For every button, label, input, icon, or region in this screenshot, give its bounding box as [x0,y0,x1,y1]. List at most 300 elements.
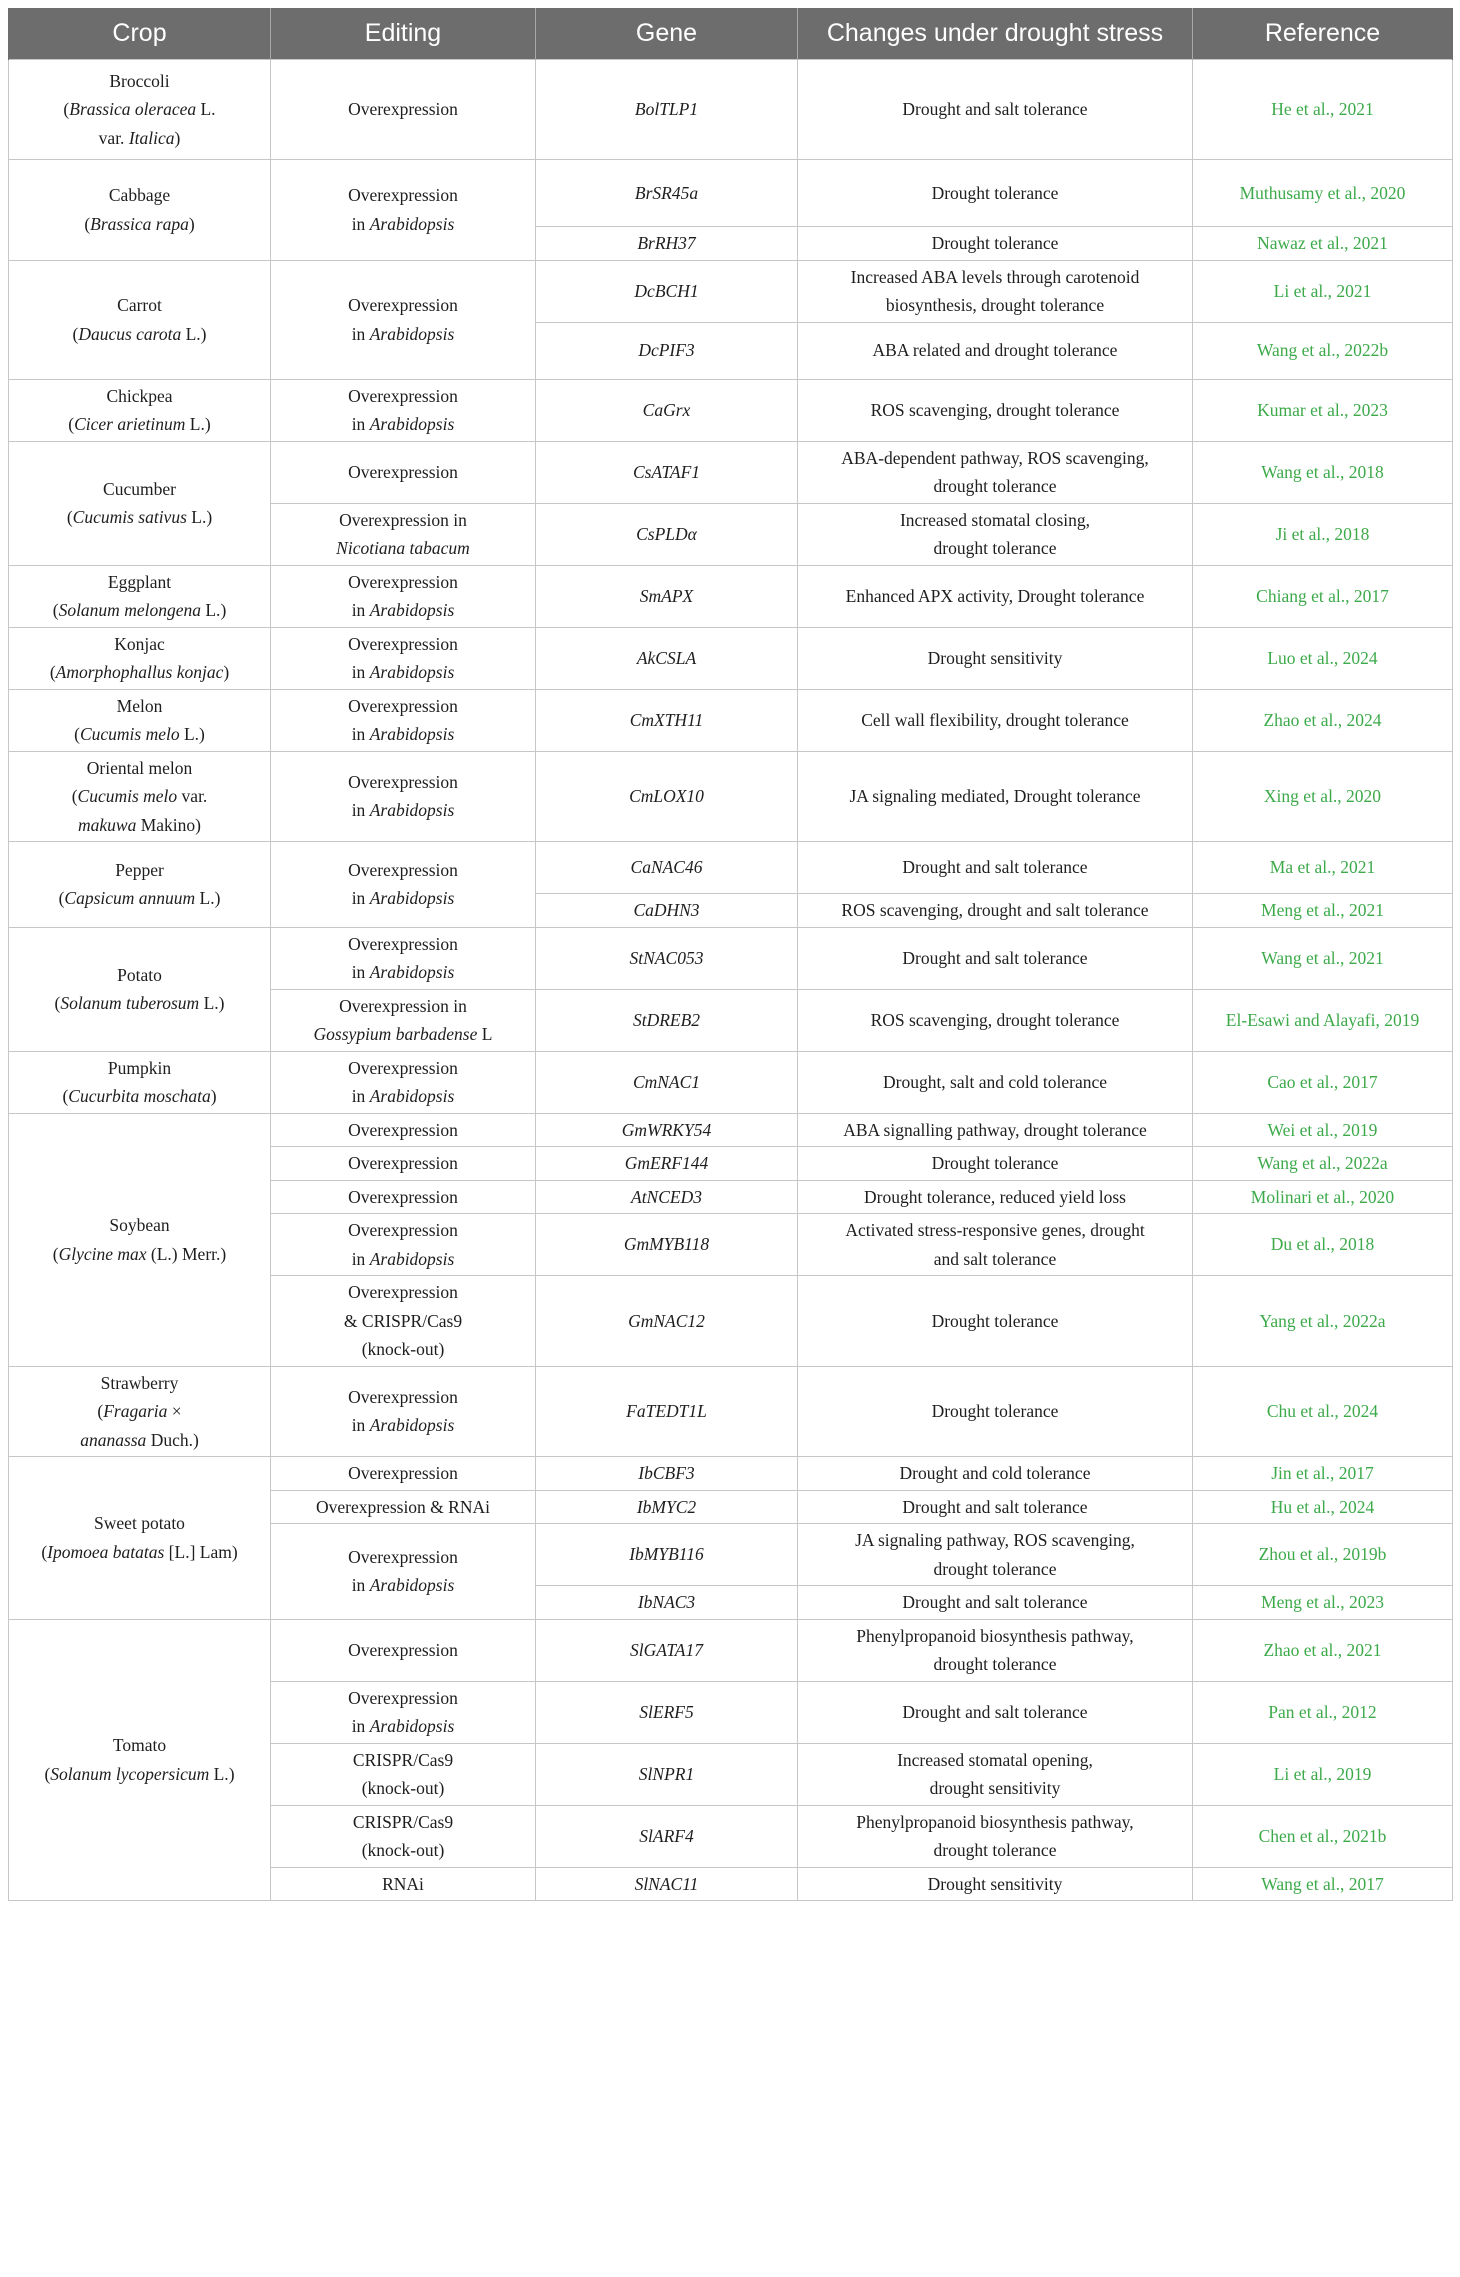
reference-link[interactable]: Li et al., 2019 [1193,1743,1453,1805]
crop-scientific-name: (Cicer arietinum L.) [68,414,211,434]
sci-part: L. [200,99,216,120]
reference-link[interactable]: El-Esawi and Alayafi, 2019 [1193,989,1453,1051]
reference-link[interactable]: Jin et al., 2017 [1193,1457,1453,1491]
crop-name: Carrot [117,295,162,315]
text-part: Drought sensitivity [927,1873,1063,1894]
gene-cell: DcPIF3 [536,322,798,379]
changes-cell [798,842,1193,894]
table-row [9,565,1453,627]
changes-cell [798,379,1193,441]
table-row [9,927,1453,989]
reference-link[interactable]: Zhao et al., 2021 [1193,1619,1453,1681]
crop-cell [9,627,271,689]
crop-name: Melon [116,695,163,716]
crop-name: Konjac [114,633,165,654]
text-part: Arabidopsis [369,1716,455,1736]
sci-part: Capsicum annuum [64,888,196,909]
changes-cell [798,1524,1193,1586]
editing-cell [271,441,536,503]
gene-cell: IbMYC2 [536,1490,798,1524]
crop-name: Cucumber [103,478,176,499]
reference-link[interactable]: Meng et al., 2023 [1193,1586,1453,1620]
changes-cell [798,627,1193,689]
text-part: ROS scavenging, drought tolerance [870,1009,1120,1030]
editing-cell [271,260,536,379]
crop-scientific-name: (Amorphophallus konjac) [49,662,230,682]
reference-link[interactable]: He et al., 2021 [1193,60,1453,160]
text-part: in [351,662,366,682]
crop-scientific-name: (Cucumis melo L.) [74,724,205,744]
text-part: in [351,888,366,909]
text-part: Overexpression [348,385,458,406]
gene-cell: GmWRKY54 [536,1113,798,1147]
text-part: Overexpression [348,1119,458,1140]
reference-link[interactable]: Ji et al., 2018 [1193,503,1453,565]
text-part: Overexpression [348,1687,458,1708]
reference-link[interactable]: Wang et al., 2017 [1193,1867,1453,1901]
reference-link[interactable]: Pan et al., 2012 [1193,1681,1453,1743]
header-reference[interactable]: Reference [1193,8,1453,60]
text-part: Arabidopsis [369,1415,455,1436]
text-part: ABA-dependent pathway, ROS scavenging, [841,447,1149,468]
crop-scientific-name: (Ipomoea batatas [L.] Lam) [41,1541,238,1562]
changes-cell [798,441,1193,503]
sci-part: Cucumis melo [79,724,180,744]
header-crop[interactable]: Crop [9,8,271,60]
crop-name: Chickpea [106,385,173,406]
gene-cell: CmLOX10 [536,751,798,842]
reference-link[interactable]: Zhao et al., 2024 [1193,689,1453,751]
editing-cell [271,1681,536,1743]
sci-part: Daucus carota [78,323,182,344]
crop-scientific-name: (Capsicum annuum L.) [58,888,221,909]
editing-cell [271,989,536,1051]
sci-part: Brassica oleracea [69,99,197,120]
sci-part: Duch. [150,1429,193,1450]
changes-cell [798,1743,1193,1805]
table-row [9,1619,1453,1681]
changes-cell [798,1113,1193,1147]
text-part: Arabidopsis [369,800,455,821]
gene-cell: SlARF4 [536,1805,798,1867]
reference-link[interactable]: Cao et al., 2017 [1193,1051,1453,1113]
reference-link[interactable]: Li et al., 2021 [1193,260,1453,322]
reference-link[interactable]: Wang et al., 2022a [1193,1147,1453,1181]
text-part: Arabidopsis [369,414,455,434]
editing-cell [271,627,536,689]
reference-link[interactable]: Hu et al., 2024 [1193,1490,1453,1524]
reference-link[interactable]: Wang et al., 2022b [1193,322,1453,379]
sci-part: makuwa [78,814,137,835]
text-part: Drought tolerance, reduced yield loss [864,1186,1126,1207]
text-part: Overexpression in [339,995,467,1016]
sci-part: var. [98,127,125,148]
changes-cell [798,989,1193,1051]
editing-cell [271,751,536,842]
table-row [9,1366,1453,1457]
text-part: Overexpression [348,461,458,482]
gene-cell: GmNAC12 [536,1276,798,1367]
sci-part: (L.) Merr. [150,1243,221,1264]
reference-link[interactable]: Chen et al., 2021b [1193,1805,1453,1867]
crop-cell [9,379,271,441]
text-part: Nicotiana tabacum [336,538,470,558]
text-part: & CRISPR/Cas9 [343,1310,463,1331]
text-part: Overexpression [348,1220,458,1240]
editing-cell [271,842,536,928]
text-part: Drought, salt and cold tolerance [882,1071,1108,1092]
text-part: Increased ABA levels through carotenoid [850,266,1140,287]
sci-part: × [171,1401,182,1421]
sci-part: Brassica rapa [90,213,189,234]
editing-cell [271,1214,536,1276]
editing-cell [271,1524,536,1620]
reference-link[interactable]: Xing et al., 2020 [1193,751,1453,842]
editing-cell [271,1457,536,1491]
text-part: Drought and salt tolerance [902,1592,1088,1612]
editing-cell [271,565,536,627]
text-part: Arabidopsis [369,662,455,682]
crop-scientific-name: (Solanum tuberosum L.) [54,993,225,1013]
sci-part: Makino [140,814,196,835]
sci-part: Ipomoea batatas [47,1541,165,1562]
crop-cell [9,260,271,379]
text-part: Drought tolerance [931,1401,1059,1421]
changes-cell [798,227,1193,261]
text-part: JA signaling mediated, Drought tolerance [849,786,1141,806]
text-part: Gossypium barbadense [313,1024,478,1044]
changes-cell [798,503,1193,565]
text-part: Arabidopsis [369,1575,455,1596]
editing-cell [271,927,536,989]
text-part: drought tolerance [933,538,1057,558]
text-part: biosynthesis, drought tolerance [885,295,1105,315]
changes-cell [798,322,1193,379]
changes-cell [798,260,1193,322]
changes-cell [798,1051,1193,1113]
text-part: in [351,1716,366,1736]
reference-link[interactable]: Chu et al., 2024 [1193,1366,1453,1457]
text-part: ROS scavenging, drought and salt tolerance [841,900,1149,920]
gene-cell: BolTLP1 [536,60,798,160]
gene-cell: SlGATA17 [536,1619,798,1681]
crop-scientific-name: (Solanum melongena L.) [52,600,227,620]
crop-name: Eggplant [107,571,172,592]
text-part: in [351,213,366,234]
gene-cell: StNAC053 [536,927,798,989]
text-part: Overexpression [348,571,458,592]
gene-cell: BrSR45a [536,160,798,227]
header-changes[interactable]: Changes under drought stress [798,8,1193,60]
text-part: Arabidopsis [369,213,455,234]
gene-cell: CaDHN3 [536,894,798,928]
sci-part: L. [189,414,205,434]
text-part: Overexpression [348,1639,458,1660]
crop-name: Sweet potato [94,1513,185,1534]
gene-cell: CsPLDα [536,503,798,565]
crop-cell [9,1051,271,1113]
gene-cell: AtNCED3 [536,1180,798,1214]
text-part: Overexpression [348,99,458,120]
table-row [9,1051,1453,1113]
text-part: Drought and salt tolerance [902,947,1088,968]
crop-scientific-name: (Brassica oleracea L. var. Italica) [63,99,216,148]
header-editing[interactable]: Editing [271,8,536,60]
sci-part: L. [185,323,201,344]
editing-cell [271,160,536,261]
text-part: Overexpression in [339,509,467,530]
gene-cell: SlNAC11 [536,1867,798,1901]
text-part: Increased stomatal opening, [897,1749,1093,1770]
editing-cell [271,503,536,565]
text-part: in [351,1248,366,1269]
text-part: Overexpression [348,185,458,206]
text-part: Overexpression [348,933,458,954]
reference-link[interactable]: Chiang et al., 2017 [1193,565,1453,627]
changes-cell [798,1276,1193,1367]
changes-cell [798,1681,1193,1743]
text-part: Phenylpropanoid biosynthesis pathway, [856,1625,1134,1646]
text-part: Arabidopsis [369,600,455,620]
table-row [9,751,1453,842]
text-part: Arabidopsis [369,1248,455,1269]
sci-part: ananassa [80,1429,147,1450]
gene-cell: SlNPR1 [536,1743,798,1805]
text-part: Overexpression [348,1386,458,1407]
reference-link[interactable]: Wei et al., 2019 [1193,1113,1453,1147]
text-part: Overexpression [348,633,458,654]
gene-cell: AkCSLA [536,627,798,689]
text-part: Overexpression [348,1186,458,1207]
changes-cell [798,689,1193,751]
text-part: CRISPR/Cas9 [352,1749,454,1770]
editing-cell [271,1113,536,1147]
editing-cell [271,1805,536,1867]
text-part: drought tolerance [933,1840,1057,1860]
text-part: in [351,323,366,344]
changes-cell [798,1867,1193,1901]
text-part: (knock-out) [361,1339,445,1359]
text-part: Increased stomatal closing, [899,509,1090,530]
gene-cell: BrRH37 [536,227,798,261]
sci-part: Cucumis melo [77,786,178,806]
text-part: Drought and salt tolerance [902,857,1088,878]
table-row [9,1457,1453,1491]
crop-cell [9,565,271,627]
table-row [9,842,1453,894]
text-part: Drought and cold tolerance [899,1463,1091,1483]
text-part: drought tolerance [933,476,1057,496]
text-part: drought sensitivity [929,1778,1061,1798]
sci-part: Cicer arietinum [74,414,186,434]
crop-scientific-name: (Glycine max (L.) Merr.) [52,1243,227,1264]
crop-scientific-name: (Solanum lycopersicum L.) [44,1763,235,1784]
text-part: in [351,1415,366,1436]
table-row [9,260,1453,322]
text-part: Drought and salt tolerance [902,1701,1088,1722]
text-part: Drought and salt tolerance [902,99,1088,120]
text-part: Arabidopsis [369,962,455,982]
crop-cell [9,751,271,842]
text-part: Overexpression [348,695,458,716]
changes-cell [798,1586,1193,1620]
crop-name: Cabbage [108,185,171,206]
editing-cell [271,1180,536,1214]
crop-cell [9,927,271,1051]
gene-cell: CaGrx [536,379,798,441]
reference-link[interactable]: Du et al., 2018 [1193,1214,1453,1276]
crop-name: Strawberry [100,1372,179,1393]
editing-cell [271,60,536,160]
text-part: Arabidopsis [369,323,455,344]
table-row [9,1113,1453,1147]
gene-cell: SlERF5 [536,1681,798,1743]
reference-link[interactable]: Meng et al., 2021 [1193,894,1453,928]
crop-cell [9,1113,271,1366]
editing-cell [271,1366,536,1457]
crop-name: Broccoli [109,70,170,91]
crop-name: Potato [117,964,162,985]
sci-part: Glycine max [58,1243,147,1264]
crop-cell [9,1366,271,1457]
text-part: ROS scavenging, drought tolerance [870,399,1120,420]
text-part: Activated stress-responsive genes, drought [845,1220,1145,1240]
reference-link[interactable]: Nawaz et al., 2021 [1193,227,1453,261]
reference-link[interactable]: Zhou et al., 2019b [1193,1524,1453,1586]
text-part: (knock-out) [361,1840,445,1860]
reference-link[interactable]: Wang et al., 2021 [1193,927,1453,989]
crop-scientific-name: (Cucurbita moschata) [62,1086,217,1106]
gene-cell: CmNAC1 [536,1051,798,1113]
crop-name: Tomato [112,1735,167,1756]
editing-cell [271,1276,536,1367]
text-part: JA signaling pathway, ROS scavenging, [855,1530,1135,1550]
crop-scientific-name: (Fragaria × ananassa Duch.) [80,1401,199,1450]
drought-genes-table [8,8,1453,1901]
text-part: and salt tolerance [933,1248,1057,1269]
editing-cell [271,1147,536,1181]
text-part: Enhanced APX activity, Drought tolerance [845,585,1145,606]
gene-cell: StDREB2 [536,989,798,1051]
text-part: Overexpression [348,1057,458,1078]
sci-part: Solanum lycopersicum [50,1763,210,1784]
changes-cell [798,894,1193,928]
crop-name: Pepper [115,859,164,880]
changes-cell [798,565,1193,627]
table-body [9,60,1453,1901]
text-part: in [351,962,366,982]
text-part: Overexpression [348,1282,458,1302]
sci-part: Amorphophallus konjac [55,662,224,682]
text-part: Drought tolerance [931,1310,1059,1331]
reference-link[interactable]: Luo et al., 2024 [1193,627,1453,689]
header-gene[interactable]: Gene [536,8,798,60]
gene-cell: CmXTH11 [536,689,798,751]
header-row [9,8,1453,60]
reference-link[interactable]: Molinari et al., 2020 [1193,1180,1453,1214]
sci-part: Cucurbita moschata [68,1086,211,1106]
crop-cell [9,160,271,261]
text-part: (knock-out) [361,1778,445,1798]
gene-cell: IbNAC3 [536,1586,798,1620]
crop-name: Pumpkin [107,1057,172,1078]
crop-scientific-name: (Daucus carota L.) [72,323,207,344]
editing-cell [271,689,536,751]
reference-link[interactable]: Muthusamy et al., 2020 [1193,160,1453,227]
changes-cell [798,1366,1193,1457]
text-part: CRISPR/Cas9 [352,1811,454,1832]
changes-cell [798,751,1193,842]
table-row [9,627,1453,689]
sci-part: Solanum tuberosum [60,993,200,1013]
sci-part: Fragaria [103,1401,168,1421]
sci-part: L. [213,1763,229,1784]
gene-cell: IbCBF3 [536,1457,798,1491]
reference-link[interactable]: Kumar et al., 2023 [1193,379,1453,441]
crop-cell [9,60,271,160]
sci-part: L. [191,507,207,527]
gene-cell: FaTEDT1L [536,1366,798,1457]
text-part: RNAi [382,1873,424,1894]
changes-cell [798,1457,1193,1491]
text-part: Cell wall flexibility, drought tolerance [861,709,1129,730]
sci-part: Solanum melongena [58,600,201,620]
changes-cell [798,60,1193,160]
sci-part: [L.] Lam [168,1541,232,1562]
text-part: Overexpression [348,295,458,315]
text-part: Overexpression [348,859,458,880]
reference-link[interactable]: Ma et al., 2021 [1193,842,1453,894]
text-part: ABA related and drought tolerance [872,340,1118,361]
text-part: Overexpression [348,1153,458,1173]
text-part: L [481,1024,493,1044]
changes-cell [798,160,1193,227]
gene-cell: GmERF144 [536,1147,798,1181]
changes-cell [798,1490,1193,1524]
reference-link[interactable]: Yang et al., 2022a [1193,1276,1453,1367]
crop-cell [9,842,271,928]
text-part: Phenylpropanoid biosynthesis pathway, [856,1811,1134,1832]
text-part: in [351,724,366,744]
gene-cell: IbMYB116 [536,1524,798,1586]
crop-name: Oriental melon [86,757,193,778]
text-part: drought tolerance [933,1558,1057,1579]
sci-part: Cucumis sativus [72,507,187,527]
changes-cell [798,1214,1193,1276]
changes-cell [798,1180,1193,1214]
gene-cell: GmMYB118 [536,1214,798,1276]
gene-cell: SmAPX [536,565,798,627]
crop-scientific-name: (Cucumis sativus L.) [66,507,213,527]
text-part: Overexpression & RNAi [315,1496,490,1517]
editing-cell [271,1619,536,1681]
changes-cell [798,927,1193,989]
text-part: in [351,1086,366,1106]
text-part: Drought tolerance [931,182,1059,203]
text-part: in [351,414,366,434]
crop-scientific-name: (Cucumis melo var. makuwa Makino) [71,786,208,835]
reference-link[interactable]: Wang et al., 2018 [1193,441,1453,503]
editing-cell [271,1743,536,1805]
sci-part: Italica [128,127,175,148]
text-part: Overexpression [348,1463,458,1483]
sci-part: L. [183,724,200,744]
text-part: Arabidopsis [369,888,455,909]
changes-cell [798,1619,1193,1681]
text-part: drought tolerance [933,1654,1057,1674]
table-row [9,689,1453,751]
editing-cell [271,1490,536,1524]
